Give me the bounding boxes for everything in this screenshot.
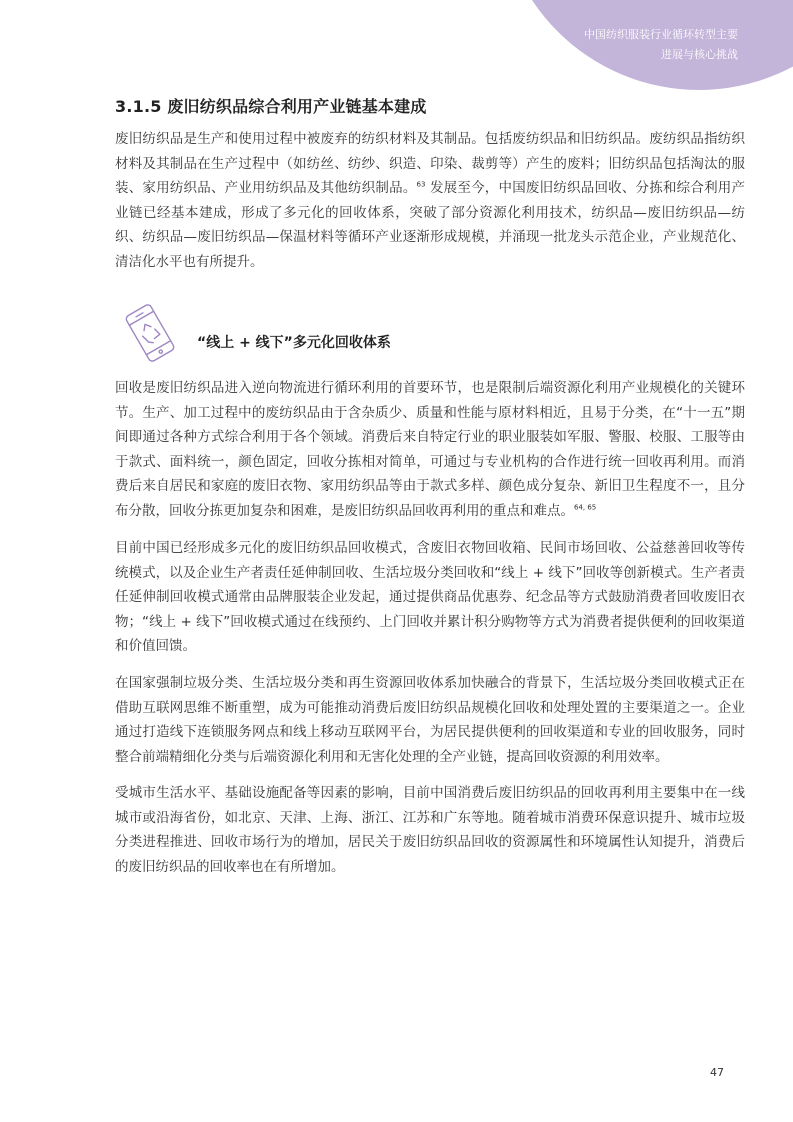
paragraph-definition <box>115 127 745 274</box>
paragraph-text: 回收是废旧纺织品进入逆向物流进行循环利用的首要环节，也是限制后端资源化利用产业规模化的关键环节。生产、加工过程中的废纺织品由于含杂质少、质量和性能与原材料相近，且易于分类，在“十一五”期间即通过各种方式综合利用于各个领域。消费后来自特定行业的职业服装如军服、警服、校服、工服等由于款式、面料统一，颜色固定，回收分拣相对简单，可通过与专业机构的合作进行统一回收再利用。而消费后来自居民和家庭的废旧衣物、家用纺织品等由于款式多样、颜色成分复杂、新旧卫生程度不一，且分布分散，回收分拣更加复杂和困难，是废旧纺织品回收再利用的重点和难点。 <box>115 380 745 519</box>
paragraph-recycling-models: 目前中国已经形成多元化的废旧纺织品回收模式，含废旧衣物回收箱、民间市场回收、公益慈善回收等传统模式，以及企业生产者责任延伸制回收、生活垃圾分类回收和“线上 + 线下”回收等创新模式。生产者责任延伸制回收模式通常由品牌服装企业发起，通过提供商品优惠券、纪念品等方式鼓励消费者回收废旧衣物；“线上 + 线下”回收模式通过在线预约、上门回收并累计积分购物等方式为消费者提供便利的回收渠道和价值回馈。 <box>115 540 745 654</box>
running-header <box>584 25 738 65</box>
paragraph-text-continued: 发展至今，中国废旧纺织品回收、分拣和综合利用产业链已经基本建成，形成了多元化的回收体系，突破了部分资源化利用技术，纺织品—废旧纺织品—纺织、纺织品—废旧纺织品—保温材料等循环产业逐渐形成规模，并涌现一批龙头示范企业，产业规范化、清洁化水平也有所提升。 <box>115 180 746 270</box>
paragraph-garbage-sorting: 在国家强制垃圾分类、生活垃圾分类和再生资源回收体系加快融合的背景下，生活垃圾分类回收模式正在借助互联网思维不断重塑，成为可能推动消费后废旧纺织品规模化回收和处理处置的主要渠道之一。企业通过打造线下连锁服务网点和线上移动互联网平台，为居民提供便利的回收渠道和专业的回收服务，同时整合前端精细化分类与后端资源化利用和无害化处理的全产业链，提高回收资源的利用效率。 <box>115 675 745 765</box>
phone-recycle-icon <box>120 303 180 363</box>
running-header-line1: 中国纺织服装行业循环转型主要 <box>584 28 738 41</box>
running-header-line2: 进展与核心挑战 <box>661 48 738 61</box>
section-title: 3.1.5 废旧纺织品综合利用产业链基本建成 <box>115 97 427 116</box>
footnote-ref: 64, 65 <box>574 503 597 511</box>
paragraph-regional: 受城市生活水平、基础设施配备等因素的影响，目前中国消费后废旧纺织品的回收再利用主要集中在一线城市或沿海省份，如北京、天津、上海、浙江、江苏和广东等地。随着城市消费环保意识提升、城市垃圾分类进程推进、回收市场行为的增加，居民关于废旧纺织品回收的资源属性和环境属性认知提升，消费后的废旧纺织品的回收率也在有所增加。 <box>115 785 745 875</box>
paragraph-text: 废旧纺织品是生产和使用过程中被废弃的纺织材料及其制品。包括废纺织品和旧纺织品。废纺织品指纺织材料及其制品在生产过程中（如纺丝、纺纱、织造、印染、裁剪等）产生的废料；旧纺织品包括淘汰的服装、家用纺织品、产业用纺织品及其他纺织制品。 <box>115 131 745 196</box>
subsection-title: “线上 + 线下”多元化回收体系 <box>197 335 391 351</box>
page-number: 47 <box>710 1066 724 1079</box>
paragraph-recycling-intro <box>115 376 745 523</box>
footnote-ref: 63 <box>416 180 426 189</box>
